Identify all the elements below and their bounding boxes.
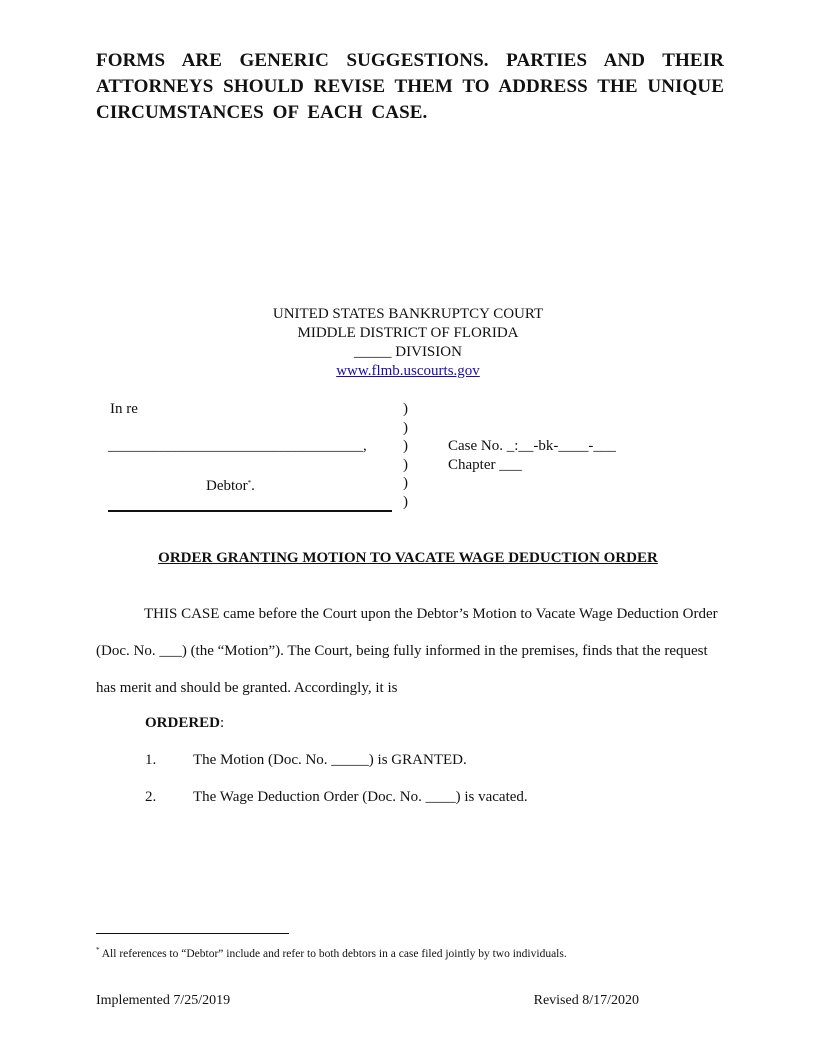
- footnote: [96, 946, 567, 960]
- item-text: The Wage Deduction Order (Doc. No. ____) is vacated.: [193, 789, 528, 805]
- court-district: MIDDLE DISTRICT OF FLORIDA: [297, 325, 519, 341]
- footnote-text: All references to “Debtor” include and refer to both debtors in a case filed jointly by two individuals.: [101, 948, 567, 960]
- court-website-link[interactable]: www.flmb.uscourts.gov: [336, 363, 480, 379]
- footnote-separator: [96, 933, 289, 934]
- case-number: Case No. _:__-bk-____-___: [448, 438, 616, 454]
- footnote-reference[interactable]: *: [247, 479, 252, 487]
- item-number: 1.: [145, 752, 157, 768]
- court-division: _____ DIVISION: [354, 344, 462, 360]
- debtor-name-blank: __________________________________,: [108, 438, 367, 454]
- order-title: ORDER GRANTING MOTION TO VACATE WAGE DEDUCTION ORDER: [158, 550, 658, 566]
- court-name: UNITED STATES BANKRUPTCY COURT: [272, 306, 544, 322]
- case-info: [448, 437, 616, 474]
- caption-divider: [108, 510, 392, 512]
- revised-date: Revised 8/17/2020: [533, 993, 639, 1008]
- caption-parentheses: ) ) ) ) ) ): [403, 401, 408, 510]
- footnote-mark: *: [96, 946, 100, 954]
- item-number: 2.: [145, 789, 157, 805]
- order-item: [145, 752, 467, 769]
- implemented-date: Implemented 7/25/2019: [96, 993, 231, 1008]
- disclaimer-notice: FORMS ARE GENERIC SUGGESTIONS. PARTIES AND THEIR ATTORNEYS SHOULD REVISE THEM TO ADDRESS THE UNIQUE CIRCUMSTANCES OF EACH CASE.: [96, 50, 724, 123]
- order-item: [145, 789, 528, 806]
- item-text: The Motion (Doc. No. _____) is GRANTED.: [193, 752, 467, 768]
- ordered-heading: ORDERED:: [145, 715, 225, 731]
- court-header: [0, 305, 816, 381]
- debtor-label: Debtor: [206, 478, 248, 494]
- debtor-label-line: Debtor*.: [206, 478, 255, 494]
- order-paragraph: THIS CASE came before the Court upon the Debtor’s Motion to Vacate Wage Deduction Order (Doc. No. ___) (the “Motion”). The Court, being fully informed in the premises, finds that the request has merit and should be granted. Accordingly, it is: [96, 606, 718, 696]
- in-re-label: In re: [110, 401, 138, 417]
- chapter-number: Chapter ___: [448, 456, 522, 473]
